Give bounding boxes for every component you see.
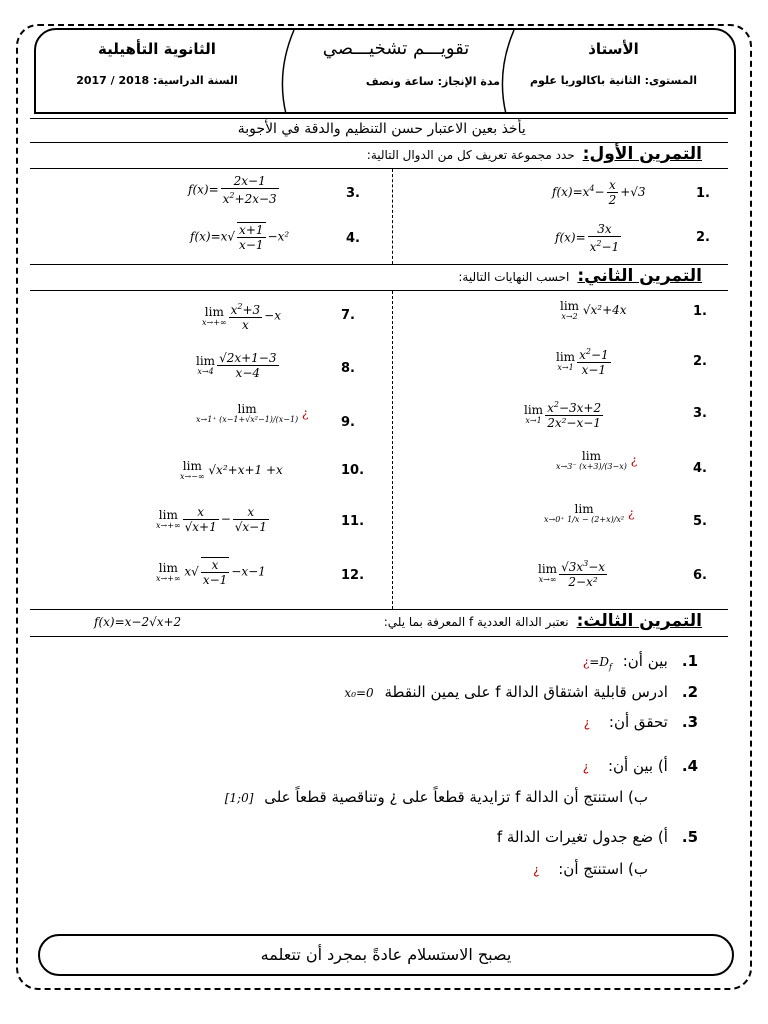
limit-12: lim x→+∞ x√ $\frac{x}{x-1}$ −x−1 (156, 558, 266, 587)
limit-4: lim x→3⁻ (x+3)/(3−x) ¿ (556, 449, 638, 471)
question-5a: 5.أ) ضع جدول تغيرات الدالة f (496, 828, 698, 846)
item-number: 2. (693, 354, 707, 369)
limit-8: lim x→4 $\frac{√2x+1-3}{x-4}$ (196, 351, 277, 380)
question-5b: ب) استنتج أن: ¿ (533, 860, 648, 878)
duration-label: مدة الإنجاز: ساعة ونصف (365, 75, 500, 88)
general-note: 󠁯 يأخذ بعين الاعتبار حسن التنظيم والدقة في الأجوبة (237, 121, 531, 137)
question-1: 1.بين أن: $D_f=¿$ (582, 652, 698, 672)
exercise-2-instruction: احسب النهايات التالية: (458, 270, 570, 284)
item-number: 4. (346, 231, 360, 246)
exercise-2-title: التمرين الثاني: (577, 266, 702, 286)
function-definition: f(x)=x−2√x+2 (94, 615, 182, 629)
question-3: 3.تحقق أن: ¿ (583, 713, 698, 731)
function-3: f(x)= $\frac{2x-1}{x^2+2x-3}$ (188, 174, 277, 206)
item-number: 2. (696, 230, 710, 245)
limit-6: lim x→∞ $\frac{√3x^3-x}{\text{2−x²}}$ (538, 559, 606, 589)
header-band (34, 28, 736, 114)
divider (30, 118, 728, 119)
header-teacher (501, 30, 726, 112)
divider (30, 168, 728, 169)
function-1: $f(x)=x^4-$ $\frac{x}{2}$ +√3 (552, 178, 646, 207)
item-number: 7. (341, 308, 355, 323)
exercise-3-instruction: نعتبر الدالة العددية f المعرفة بما يلي: (383, 615, 569, 629)
divider (30, 142, 728, 143)
divider (30, 636, 728, 637)
exercise-1-header (367, 144, 702, 164)
exam-title: تقويـــم تشخيـــصي (322, 38, 470, 59)
item-number: 10. (341, 463, 365, 478)
footer-quote: يصبح الاستسلام عادةً بمجرد أن تتعلمه (38, 934, 734, 976)
school-name: الثانوية التأهيلية (98, 40, 216, 58)
exercise-1-title: التمرين الأول: (582, 144, 702, 164)
divider (30, 264, 728, 265)
item-number: 9. (341, 415, 355, 430)
function-2: f(x)= $\frac{3x}{x^2-1}$ (555, 222, 620, 254)
level-label: المستوى: الثانية باكالوريا علوم (529, 74, 697, 87)
exercise-2-header (458, 266, 702, 286)
question-2: 2.ادرس قابلية اشتقاق الدالة f على يمين النقطة x₀=0 (344, 683, 698, 701)
item-number: 12. (341, 568, 365, 583)
school-year: السنة الدراسية: 2018 / 2017 (76, 74, 238, 87)
exercise-1-instruction: حدد مجموعة تعريف كل من الدوال التالية: (366, 148, 575, 162)
item-number: 1. (696, 186, 710, 201)
limit-9: lim x→1⁺ (x−1+√x²−1)/(x−1) ¿ (196, 402, 309, 424)
function-4: f(x)=x√ $\frac{x+1}{x-1}$ −x² (190, 223, 290, 252)
item-number: 1. (693, 304, 707, 319)
divider (30, 290, 728, 291)
item-number: 4. (693, 461, 707, 476)
exercise-3-title: التمرين الثالث: (576, 611, 702, 631)
limit-5: lim x→0⁺ 1/x − (2+x)/x² ¿ (544, 502, 635, 524)
limit-1: lim x→2 √x²+4x (560, 299, 627, 321)
limit-2: lim x→1 $\frac{x^2-1}{x-1}$ (556, 347, 609, 377)
limit-3: lim x→1 $\frac{x^2-3x+2}{\text{2x²−x−1}}$ (524, 400, 602, 430)
item-number: 5. (693, 514, 707, 529)
teacher-title: الأستاذ (588, 40, 639, 58)
header-exam (286, 30, 506, 112)
limit-7: lim x→+∞ $\frac{x^2+3}{x}$ −x (202, 302, 281, 332)
item-number: 3. (693, 406, 707, 421)
limit-10: lim x→−∞ √x²+x+1 +x (180, 459, 283, 481)
limit-11: lim x→+∞ $\frac{x}{√x+1}$ − $\frac{x}{√x-1}$ (156, 505, 267, 534)
divider (30, 609, 728, 610)
question-4b: ب) استنتج أن الدالة f تزايدية قطعاً على ¿ وتناقصية قطعاً على [0;1] (224, 788, 648, 806)
item-number: 6. (693, 568, 707, 583)
header-school (42, 30, 272, 112)
item-number: 8. (341, 361, 355, 376)
item-number: 3. (346, 186, 360, 201)
column-divider (392, 169, 393, 264)
item-number: 11. (341, 514, 365, 529)
question-4a: 4.أ) بين أن: ¿ (582, 757, 698, 775)
exercise-3-header (384, 611, 702, 631)
column-divider (392, 291, 393, 609)
